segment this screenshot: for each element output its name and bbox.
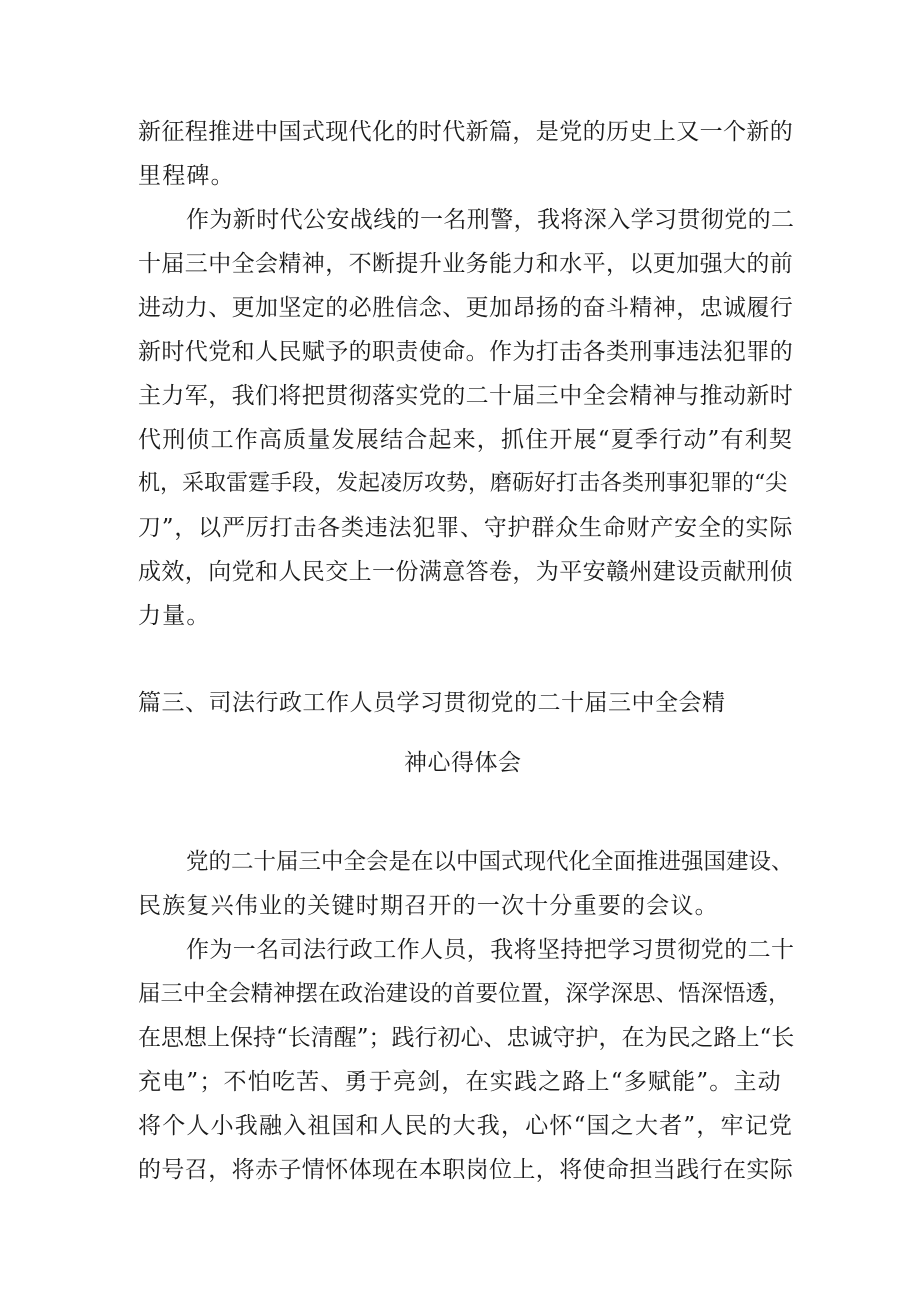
text-line: 进动力、更加坚定的必胜信念、更加昂扬的奋斗精神，忠诚履行 bbox=[138, 295, 794, 321]
text-line: 新时代党和人民赋予的职责使命。作为打击各类刑事违法犯罪的 bbox=[138, 339, 794, 365]
paragraph-first-line: 党的二十届三中全会是在以中国式现代化全面推进强国建设、 bbox=[186, 849, 794, 875]
text-line: 主力军，我们将把贯彻落实党的二十届三中全会精神与推动新时 bbox=[138, 383, 794, 409]
section-title-continued: 神心得体会 bbox=[404, 750, 522, 776]
text-line: 民族复兴伟业的关键时期召开的一次十分重要的会议。 bbox=[138, 893, 719, 919]
text-line: 新征程推进中国式现代化的时代新篇，是党的历史上又一个新的 bbox=[138, 119, 794, 145]
text-line: 刀”，以严厉打击各类违法犯罪、守护群众生命财产安全的实际 bbox=[138, 515, 794, 541]
text-line: 里程碑。 bbox=[138, 163, 235, 189]
text-line: 充电”；不怕吃苦、勇于亮剑，在实践之路上“多赋能”。主动 bbox=[138, 1069, 782, 1095]
text-line: 代刑侦工作高质量发展结合起来，抓住开展“夏季行动”有利契 bbox=[138, 427, 794, 453]
text-line: 力量。 bbox=[138, 603, 211, 629]
text-line: 十届三中全会精神，不断提升业务能力和水平，以更加强大的前 bbox=[138, 251, 794, 277]
text-line: 成效，向党和人民交上一份满意答卷，为平安赣州建设贡献刑侦 bbox=[138, 559, 794, 585]
paragraph-first-line: 作为新时代公安战线的一名刑警，我将深入学习贯彻党的二 bbox=[186, 207, 795, 233]
text-line: 的号召，将赤子情怀体现在本职岗位上，将使命担当践行在实际 bbox=[138, 1157, 794, 1183]
text-line: 机，采取雷霆手段，发起凌厉攻势，磨砺好打击各类刑事犯罪的“尖 bbox=[138, 471, 788, 496]
text-line: 将个人小我融入祖国和人民的大我，心怀“国之大者”，牢记党 bbox=[138, 1113, 794, 1139]
section-title: 篇三、司法行政工作人员学习贯彻党的二十届三中全会精 bbox=[138, 690, 726, 716]
text-line: 届三中全会精神摆在政治建设的首要位置，深学深思、悟深悟透， bbox=[138, 981, 791, 1007]
paragraph-first-line: 作为一名司法行政工作人员，我将坚持把学习贯彻党的二十 bbox=[186, 937, 795, 963]
text-line: 在思想上保持“长清醒”；践行初心、忠诚守护，在为民之路上“长 bbox=[138, 1025, 795, 1051]
